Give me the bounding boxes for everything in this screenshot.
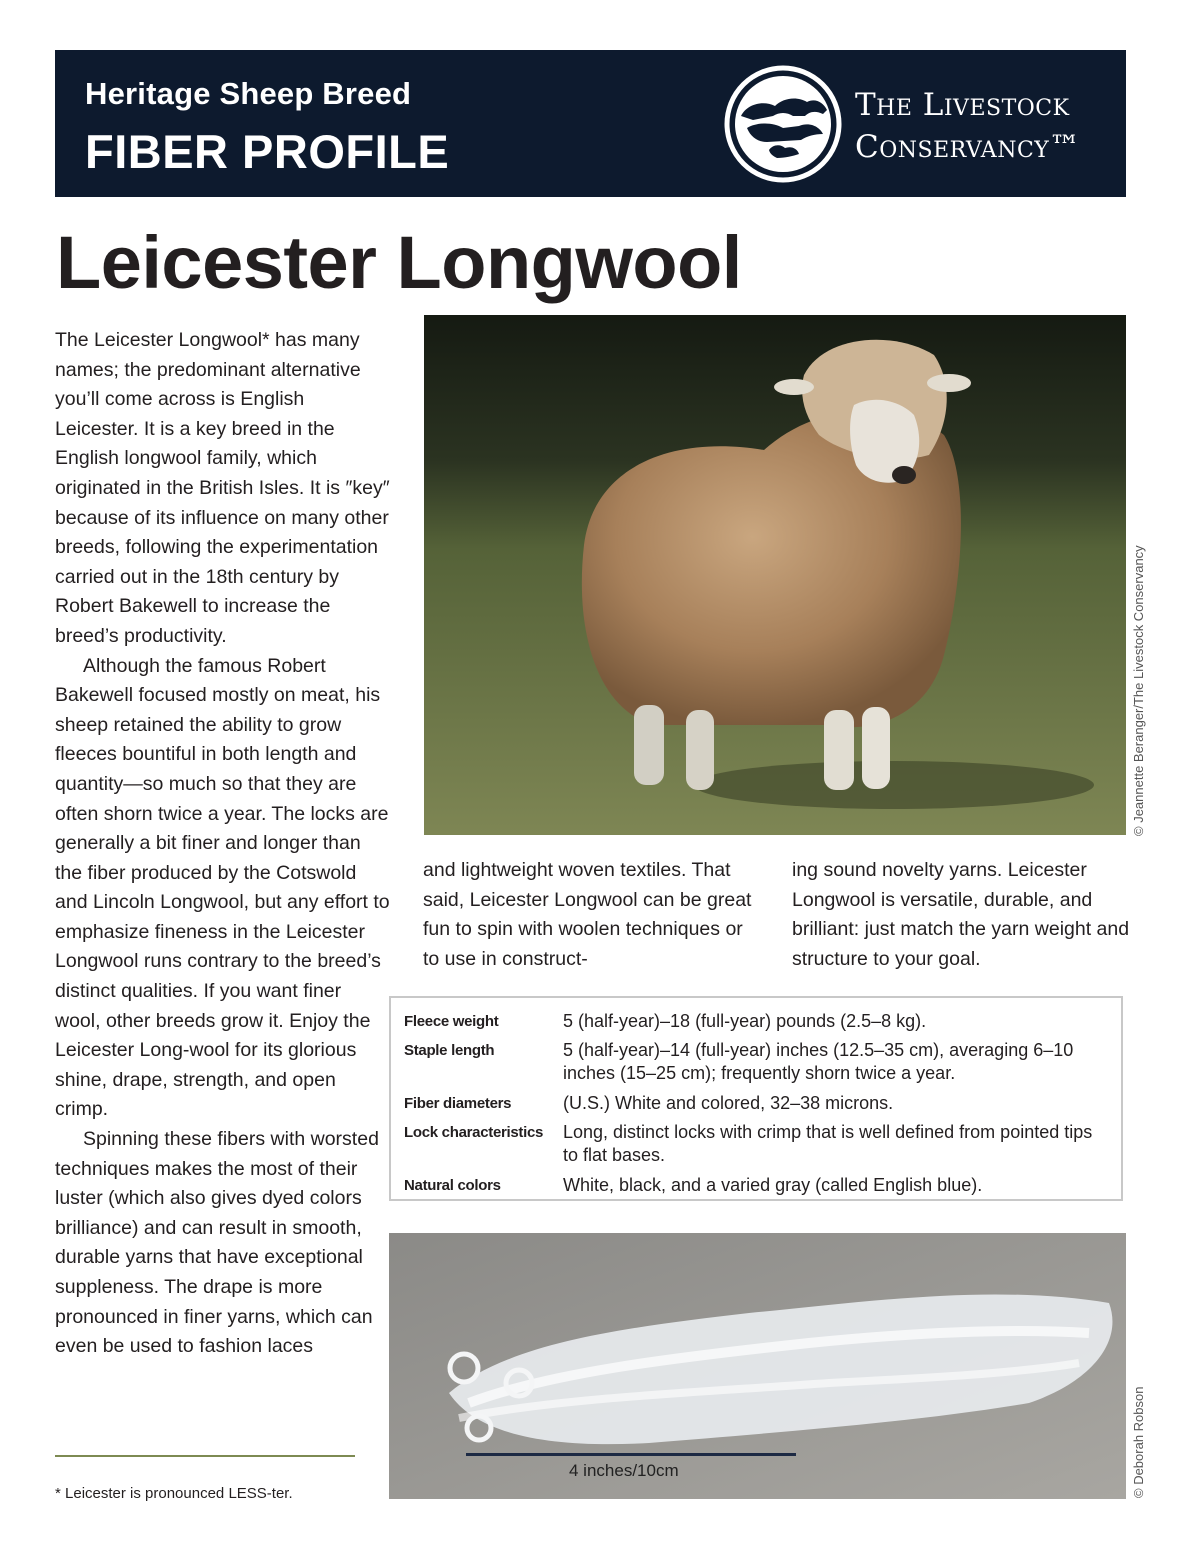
photo-credit-1: © Jeannette Beranger/The Livestock Conservancy — [1131, 545, 1146, 836]
body-paragraph-3: Spinning these fibers with worsted techniques makes the most of their luster (which also gives dyed colors brilliance) and can result in smooth, durable yarns that have exceptional suppleness. The drape is more pronounced in finer yarns, which can even be used to fashion laces — [55, 1128, 379, 1358]
header-banner — [55, 50, 1126, 197]
wool-lock-photo — [389, 1233, 1126, 1499]
sheep-photo — [424, 315, 1126, 835]
fact-value: 5 (half-year)–14 (full-year) inches (12.5–35 cm), averaging 6–10 inches (15–25 cm); frequently shorn twice a year. — [563, 1040, 1074, 1083]
scale-bar — [466, 1453, 796, 1456]
fact-value: Long, distinct locks with crimp that is well defined from pointed tips to flat bases. — [563, 1122, 1093, 1165]
fact-value: 5 (half-year)–18 (full-year) pounds (2.5–8 kg). — [563, 1011, 927, 1031]
logo-wordmark — [855, 84, 1081, 168]
logo-line-1: The Livestock — [855, 87, 1070, 123]
body-column-left — [55, 326, 390, 1362]
banner-subtitle: Heritage Sheep Breed — [85, 76, 412, 111]
body-mid-text: and lightweight woven textiles. That said, Leicester Longwool can be great fun to spin with woolen techniques or to use in construct- — [423, 859, 752, 970]
photo-credit-2: © Deborah Robson — [1131, 1386, 1146, 1498]
body-paragraph-1: The Leicester Longwool* has many names; the predominant alternative you’ll come across is English Leicester. It is a key breed in the English longwool family, which originated in the British Isles. It is ″key″ because of its influence on many other breeds, following the experimentation carried out in the 18th century by Robert Bakewell to increase the breed’s productivity. — [55, 329, 390, 647]
fiber-facts-table — [389, 996, 1123, 1201]
body-paragraph-2: Although the famous Robert Bakewell focused mostly on meat, his sheep retained the ability to grow fleeces bountiful in both length and quantity—so much so that they are often shorn twice a year. The locks are generally a bit finer and longer than the fiber produced by the Cotswold and Lincoln Longwool, but any effort to emphasize fineness in the Leicester Longwool runs contrary to the breed’s distinct qualities. If you want finer wool, other breeds grow it. Enjoy the Leicester Long-wool for its glorious shine, drape, strength, and open crimp. — [55, 654, 390, 1121]
fact-label: Fiber diameters — [404, 1095, 512, 1112]
footnote: * Leicester is pronounced LESS-ter. — [55, 1485, 293, 1502]
body-column-right — [792, 856, 1132, 974]
page-title: Leicester Longwool — [56, 221, 742, 304]
fact-value: White, black, and a varied gray (called English blue). — [563, 1175, 983, 1195]
fact-value: (U.S.) White and colored, 32–38 microns. — [563, 1093, 894, 1113]
body-column-middle — [423, 856, 763, 974]
footnote-divider — [55, 1455, 355, 1457]
scale-label: 4 inches/10cm — [569, 1461, 679, 1480]
fact-label: Lock characteristics — [404, 1124, 544, 1141]
fact-label: Staple length — [404, 1042, 495, 1059]
body-right-text: ing sound novelty yarns. Leicester Longwool is versatile, durable, and brilliant: just match the yarn weight and structure to your goal. — [792, 859, 1130, 970]
banner-title: FIBER PROFILE — [85, 125, 450, 178]
logo-line-2: Conservancy™ — [855, 129, 1081, 165]
livestock-conservancy-seal-icon — [723, 64, 843, 184]
fact-label: Natural colors — [404, 1177, 501, 1194]
fact-label: Fleece weight — [404, 1013, 499, 1030]
